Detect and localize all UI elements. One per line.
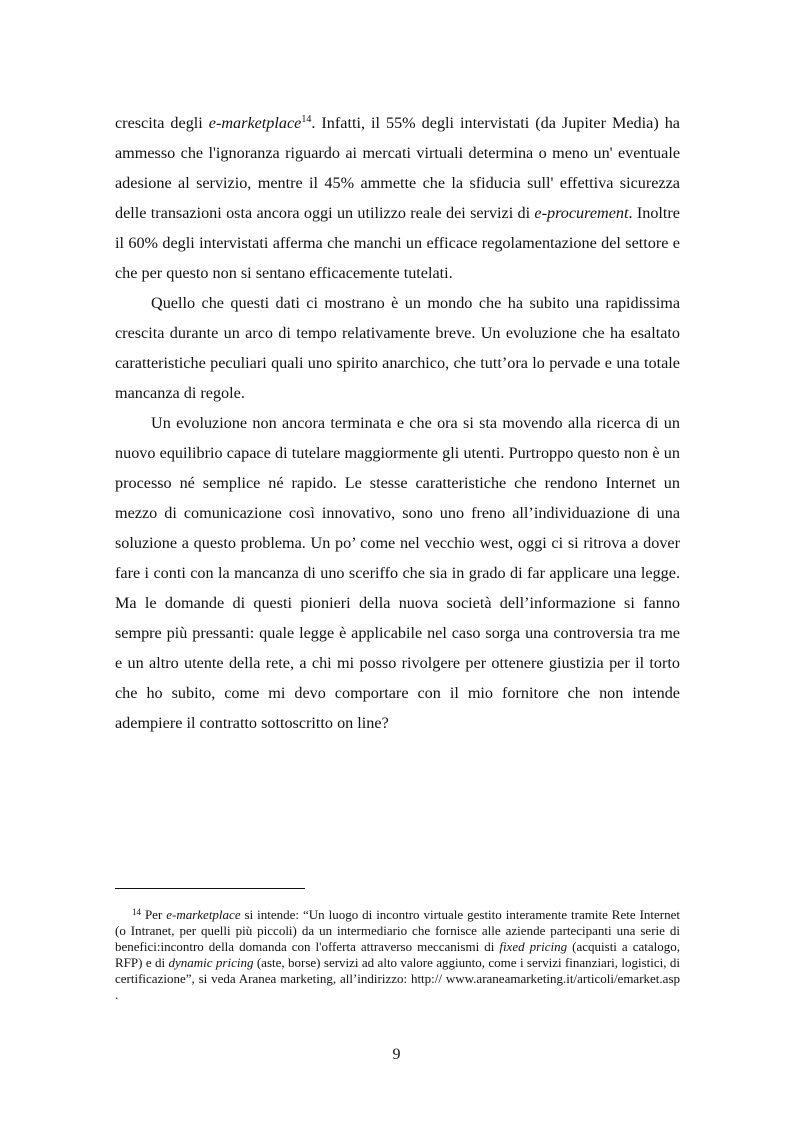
paragraph-3: Un evoluzione non ancora terminata e che ora si sta movendo alla ricerca di un nuovo equilibrio capace di tutelare maggiormente gli utenti. Purtroppo questo non è un processo né semplice né rapido. Le stesse caratteristiche che rendono Internet un mezzo di comunicazione così innovativo, sono uno freno all’individuazione di una soluzione a questo problema. Un po’ come nel vecchio west, oggi ci si ritrova a dover fare i conti con la mancanza di uno sceriffo che sia in grado di far applicare una legge. Ma le domande di questi pionieri della nuova società dell’informazione si fanno sempre più pressanti: quale legge è applicabile nel caso sorga una controversia tra me e un altro utente della rete, a chi mi posso rivolgere per ottenere giustizia per il torto che ho subito, come mi devo comportare con il mio fornitore che non intende adempiere il contratto sottoscritto on line? [115, 414, 680, 732]
footnote-14: $^{14}$ Per e-marketplace si intende: “Un luogo di incontro virtuale gestito interamente tramite Rete Internet (o Intranet, per quelli più piccoli) da un intermediario che fornisce alle aziende partecipanti una serie di benefici:incontro della domanda con l'offerta attraverso meccanismi di fixed pricing (acquisti a catalogo, RFP) e di dynamic pricing (aste, borse) servizi ad alto valore aggiunto, come i servizi finanziari, logistici, di certificazione”, si veda Aranea marketing, all’indirizzo: http:// www.araneamarketing.it/articoli/emarket.asp . [115, 907, 681, 1002]
footnote-reference[interactable]: 14 [301, 114, 312, 125]
footnote-number: 14 [132, 907, 141, 917]
footnote [115, 907, 680, 1003]
term-e-procurement: e-procurement [534, 204, 629, 222]
footnote-separator [115, 888, 305, 889]
term-e-marketplace: e-marketplace [208, 114, 302, 132]
page-number: 9 [392, 1046, 401, 1063]
body-text [115, 108, 680, 738]
paragraph-2: Quello che questi dati ci mostrano è un mondo che ha subito una rapidissima crescita durante un arco di tempo relativamente breve. Un evoluzione che ha esaltato caratteristiche peculiari quali uno spirito anarchico, che tutt’ora lo pervade e una totale mancanza di regole. [115, 294, 680, 402]
paragraph-1: crescita degli e-marketplace$^{14}$. Infatti, il 55% degli intervistati (da Jupiter Media) ha ammesso che l'ignoranza riguardo ai mercati virtuali determina o meno un' eventuale adesione al servizio, mentre il 45% ammette che la sfiducia sull' effettiva sicurezza delle transazioni osta ancora oggi un utilizzo reale dei servizi di e-procurement. Inoltre il 60% degli intervistati afferma che manchi un efficace regolamentazione del settore e che per questo non si sentano efficacemente tutelati. [115, 114, 680, 282]
